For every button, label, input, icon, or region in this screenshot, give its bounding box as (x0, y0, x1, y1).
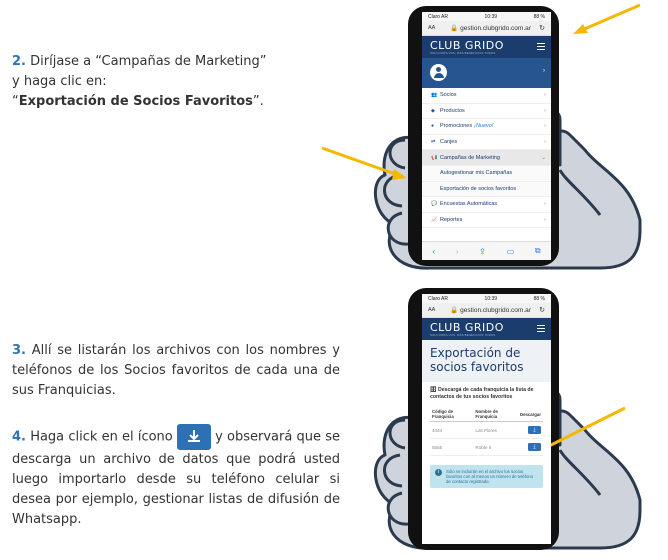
info-text: Sólo se incluirán en el archivo los socios favoritos con al menos un número de teléfono de contacto registrado. (446, 469, 534, 484)
avatar-icon[interactable] (430, 64, 447, 81)
step-2-line1: Diríjase a “Campañas de Marketing” (30, 54, 267, 69)
step-2-line2: y haga clic en: (12, 74, 107, 89)
menu-label: Reportes (440, 217, 463, 224)
chart-icon: 📈 (431, 217, 438, 224)
menu-label: Encuestas Automáticas (440, 201, 498, 208)
info-icon: i (435, 469, 442, 476)
download-cell (518, 422, 543, 439)
sidebar-menu (422, 88, 551, 228)
column-header-code[interactable]: Código de Franquicia (430, 407, 473, 422)
promo-icon: ● (431, 123, 435, 130)
chevron-right-icon: › (544, 92, 546, 99)
franchise-name: Roble II (473, 439, 518, 456)
menu-label: Campañas de Marketing (440, 154, 500, 161)
text-size-button[interactable]: AA (428, 307, 436, 313)
franchise-table (430, 407, 543, 456)
reload-icon[interactable]: ↻ (539, 307, 545, 314)
reload-icon[interactable]: ↻ (539, 25, 545, 32)
carrier-label: Claro AR (428, 13, 449, 20)
export-content (422, 382, 551, 493)
brand-tagline: SOLO PARA VOS, MÁS BENEFICIOS TODOS (430, 51, 496, 55)
browser-toolbar (422, 241, 551, 260)
menu-item-socios[interactable] (422, 88, 551, 104)
bookmarks-icon[interactable]: ▭ (506, 246, 515, 256)
status-bar (422, 294, 551, 303)
menu-label: Exportación de socios favoritos (440, 185, 517, 192)
url-label: gestion.clubgrido.com.ar (460, 307, 531, 314)
submenu-item-exportacion-socios[interactable] (422, 182, 551, 198)
new-badge: ¡Nuevo! (474, 123, 494, 130)
brand-logo[interactable]: CLUB GRIDO (430, 321, 504, 334)
menu-item-promociones[interactable] (422, 119, 551, 135)
download-button[interactable]: ⤓ (528, 443, 541, 451)
site-header (422, 36, 551, 58)
chevron-right-icon: › (544, 107, 546, 114)
menu-label: Canjes (440, 139, 458, 146)
menu-item-campanas-marketing[interactable] (422, 150, 551, 166)
profile-panel[interactable] (422, 58, 551, 88)
step-4-text-after: y observará que se descarga un archivo de datos que podrá usted luego importarlo desde su teléfono celular si desea por ejemplo, gestionar listas de difusión de Whatsapp. (12, 429, 340, 527)
address-bar[interactable] (422, 21, 551, 36)
download-cell (518, 439, 543, 456)
share-icon[interactable]: ⇪ (479, 246, 486, 256)
menu-label: Autogestionar mis Campañas (440, 170, 513, 177)
table-row (430, 439, 543, 456)
users-icon: 👥 (431, 92, 438, 99)
battery-label: 88 % (533, 295, 545, 302)
column-header-name[interactable]: Nombre de Franquicia (473, 407, 518, 422)
brand-tagline: SOLO PARA VOS, MÁS BENEFICIOS TODOS (430, 333, 496, 337)
menu-label: Promociones (440, 123, 473, 130)
menu-label: Socios (440, 92, 457, 99)
site-header (422, 318, 551, 340)
exchange-icon: ⇄ (431, 139, 436, 146)
clock-label: 10:39 (484, 295, 498, 302)
open-quote: “ (12, 94, 19, 109)
step-number: 2. (12, 54, 26, 69)
close-quote: ”. (252, 94, 264, 109)
forward-icon[interactable]: › (455, 246, 459, 256)
step-4-text-before: Haga click en el ícono (30, 429, 173, 445)
hamburger-menu-icon[interactable] (537, 43, 545, 50)
step-number: 3. (12, 343, 26, 358)
download-button[interactable]: ⤓ (528, 426, 541, 434)
step-2-bold-text: Exportación de Socios Favoritos (18, 94, 253, 109)
info-alert (430, 465, 543, 488)
description-text: Descargá de cada franquicia la lista de contactos de tus socios favoritos (430, 387, 534, 400)
menu-item-encuestas[interactable] (422, 197, 551, 213)
menu-label: Productos (440, 107, 465, 114)
franchise-name: Las Flores (473, 422, 518, 439)
table-row (430, 422, 543, 439)
export-description: 🗄 Descargá de cada franquicia la lista de contactos de tus socios favoritos (430, 387, 534, 400)
submenu-item-autogestionar[interactable] (422, 166, 551, 182)
step-3-instructions (12, 341, 340, 401)
step-number: 4. (12, 429, 26, 445)
megaphone-icon: 📢 (431, 154, 438, 161)
column-header-download: Descargar (518, 407, 543, 422)
products-icon: ◆ (431, 107, 435, 114)
address-bar[interactable] (422, 303, 551, 318)
chevron-right-icon: › (544, 139, 546, 146)
brand-logo[interactable]: CLUB GRIDO (430, 39, 504, 52)
chevron-right-icon: › (544, 201, 546, 208)
chevron-right-icon[interactable]: › (543, 68, 545, 74)
menu-item-canjes[interactable] (422, 135, 551, 151)
chevron-right-icon: › (544, 217, 546, 224)
url-label: gestion.clubgrido.com.ar (460, 25, 531, 32)
menu-item-reportes[interactable] (422, 213, 551, 229)
franchise-code: 5555 (430, 439, 473, 456)
menu-item-productos[interactable] (422, 104, 551, 120)
clock-label: 10:39 (484, 13, 498, 20)
chevron-right-icon: › (544, 123, 546, 130)
status-bar (422, 12, 551, 21)
phone-screen-export (422, 294, 551, 544)
battery-label: 88 % (533, 13, 545, 20)
step-4-instructions (12, 424, 340, 530)
chat-icon: 💬 (431, 201, 438, 208)
chevron-down-icon: ⌄ (541, 154, 546, 161)
hamburger-menu-icon[interactable] (537, 325, 545, 332)
step-2-instructions (12, 52, 282, 112)
tabs-icon[interactable]: ⧉ (534, 246, 541, 255)
page-title: Exportación de socios favoritos (422, 340, 551, 382)
franchise-code: 4444 (430, 422, 473, 439)
download-icon (177, 424, 211, 450)
carrier-label: Claro AR (428, 295, 449, 302)
url-text[interactable]: 🔒 gestion.clubgrido.com.ar (450, 25, 531, 32)
step-3-text: Allí se listarán los archivos con los nombres y teléfonos de los Socios favoritos de cada una de sus Franquicias. (12, 343, 340, 398)
phone-screen-menu (422, 12, 551, 260)
text-size-button[interactable]: AA (428, 25, 436, 31)
back-icon[interactable]: ‹ (432, 246, 436, 256)
url-text[interactable]: 🔒 gestion.clubgrido.com.ar (450, 307, 531, 314)
